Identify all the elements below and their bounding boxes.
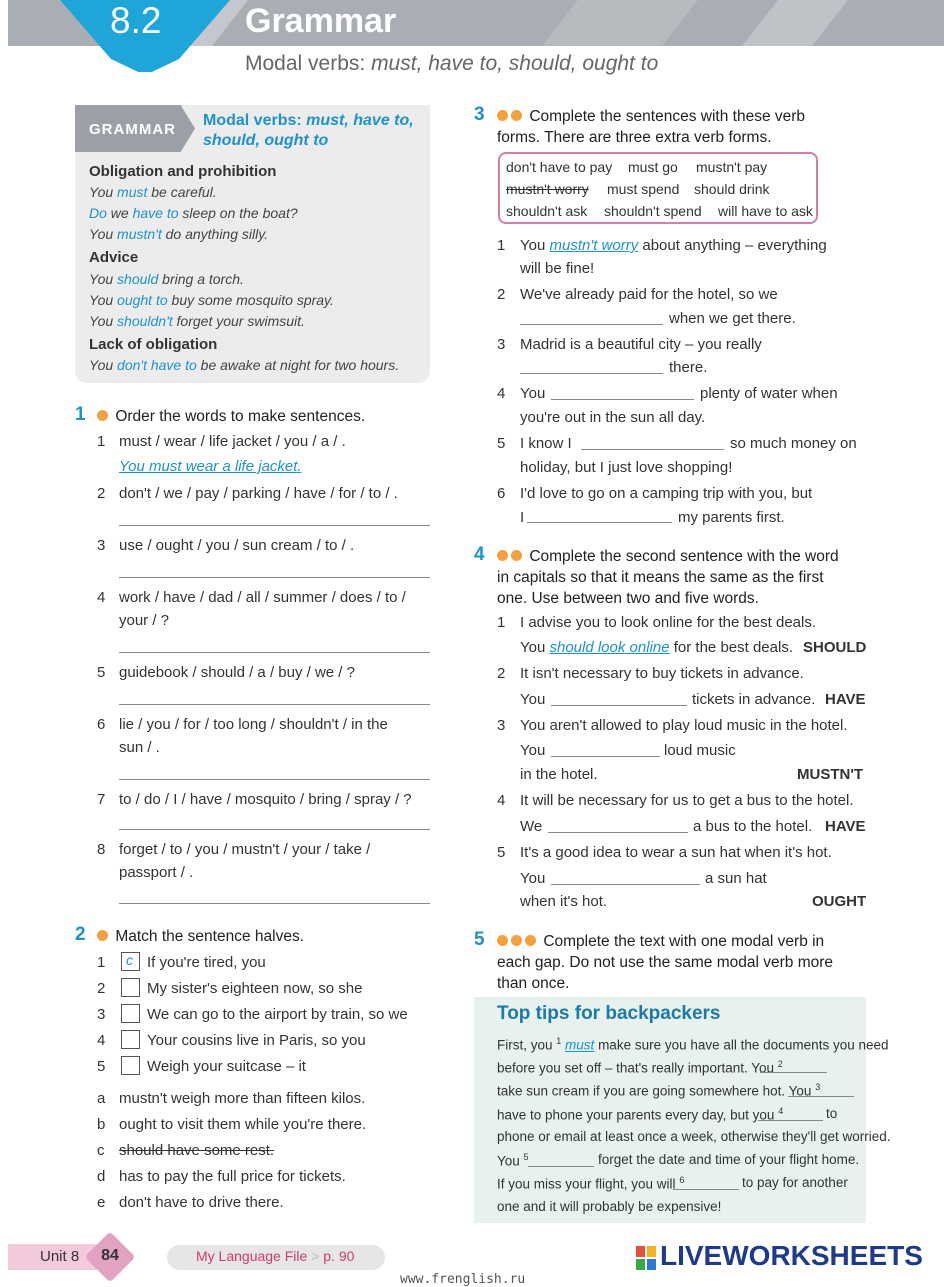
answer-line[interactable] [551, 705, 687, 706]
example-answer: You must wear a life jacket. [119, 458, 302, 475]
sentence-continued: there. [669, 359, 708, 376]
list-item-continued: passport / . [119, 864, 194, 881]
sentence: You aren't allowed to play loud music in the hotel. [520, 717, 848, 734]
word-option: don't have to pay [506, 159, 613, 175]
match-item-text: If you're tired, you [147, 954, 266, 971]
word-option: shouldn't spend [604, 203, 702, 219]
match-ending: d has to pay the full price for tickets. [97, 1168, 346, 1185]
grammar-heading: Obligation and prohibition [89, 163, 277, 180]
answer-line[interactable] [119, 903, 430, 904]
match-item: 2 [97, 980, 106, 997]
answer-line[interactable] [760, 1072, 827, 1073]
difficulty-dot [511, 550, 522, 561]
sentence-continued: when we get there. [669, 310, 796, 327]
capital-word: HAVE [825, 691, 866, 708]
sentence-continued: in the hotel. [520, 766, 598, 783]
tips-line: to [826, 1106, 838, 1121]
grammar-example: You don't have to be awake at night for two hours. [89, 357, 400, 373]
list-item: 7 to / do / I / have / mosquito / bring / spray / ? [97, 791, 412, 808]
list-item: 5 guidebook / should / a / buy / we / ? [97, 664, 355, 681]
sentence: tickets in advance. [692, 691, 816, 708]
capital-word: SHOULD [803, 639, 867, 656]
answer-line[interactable] [119, 779, 430, 780]
match-answer-box[interactable] [121, 978, 140, 997]
answer-line[interactable] [551, 399, 694, 400]
list-item-continued: your / ? [119, 612, 170, 629]
list-item: 5 [497, 435, 506, 452]
sentence: I advise you to look online for the best deals. [520, 614, 817, 631]
list-item: 1 [497, 237, 506, 254]
exercise-number: 2 [75, 924, 86, 945]
exercise-number: 3 [474, 104, 485, 125]
match-item-text: We can go to the airport by train, so we [147, 1006, 408, 1023]
sentence: I [520, 509, 525, 526]
sentence-continued: you're out in the sun all day. [520, 409, 706, 426]
match-answer-box[interactable]: c [121, 952, 140, 971]
exercise-instruction: Complete the sentences with these verb [497, 106, 805, 127]
sentence: You [520, 742, 546, 759]
word-option-used: mustn't worry [506, 181, 589, 197]
capital-word: OUGHT [812, 893, 867, 910]
match-answer-box[interactable] [121, 1004, 140, 1023]
match-item: 4 [97, 1032, 106, 1049]
tips-line: forget the date and time of your flight home. [598, 1152, 860, 1167]
exercise-instruction: each gap. Do not use the same modal verb more [497, 954, 834, 971]
list-item: 6 lie / you / for / too long / shouldn't / in the [97, 716, 388, 733]
grammar-title [203, 111, 423, 151]
match-ending: b ought to visit them while you're there. [97, 1116, 367, 1133]
grammar-title-verbs: must, have to, [306, 112, 414, 129]
sentence-continued: will be fine! [520, 260, 595, 277]
footer-unit: Unit 8 [40, 1248, 80, 1265]
sentence: It isn't necessary to buy tickets in advance. [520, 665, 804, 682]
page-subtitle [245, 52, 658, 76]
match-answer-box[interactable] [121, 1030, 140, 1049]
page-title: Grammar [245, 2, 397, 40]
answer-line[interactable] [551, 884, 700, 885]
sentence: You [520, 870, 546, 887]
exercise-instruction: Match the sentence halves. [97, 926, 304, 947]
answer-line[interactable] [758, 1120, 823, 1121]
exercise-number: 1 [75, 404, 86, 425]
match-answer-box[interactable] [121, 1056, 140, 1075]
liveworksheets-logo-icon [636, 1246, 656, 1270]
sentence: We [520, 818, 543, 835]
word-option: mustn't pay [696, 159, 768, 175]
match-item: 3 [97, 1006, 106, 1023]
exercise-instruction: in capitals so that it means the same as the first [497, 569, 824, 586]
grammar-tab-label: GRAMMAR [89, 121, 176, 138]
list-item: 5 [497, 844, 506, 861]
match-ending: a mustn't weigh more than fifteen kilos. [97, 1090, 366, 1107]
exercise-instruction: Complete the second sentence with the word [497, 546, 839, 567]
match-item-text: Your cousins live in Paris, so you [147, 1032, 366, 1049]
exercise-number: 5 [474, 929, 485, 950]
match-item-text: My sister's eighteen now, so she [147, 980, 363, 997]
answer-line[interactable] [788, 1096, 854, 1097]
sentence: Madrid is a beautiful city – you really [520, 336, 762, 353]
liveworksheets-brand: LIVEWORKSHEETS [660, 1240, 923, 1271]
list-item: 4 [497, 792, 506, 809]
list-item: 1 must / wear / life jacket / you / a / . [97, 433, 346, 450]
grammar-example: You ought to buy some mosquito spray. [89, 292, 334, 308]
answer-line[interactable] [520, 324, 663, 325]
answer-line[interactable] [673, 1189, 739, 1190]
answer-line[interactable] [119, 652, 430, 653]
tips-line: First, you $^1$ must make sure you have all the documents you need [497, 1036, 889, 1053]
list-item-continued: sun / . [119, 739, 160, 756]
sentence: loud music [664, 742, 736, 759]
list-item: 4 [497, 385, 506, 402]
answer-line[interactable] [119, 829, 430, 830]
difficulty-dot [97, 410, 108, 421]
exercise-instruction: Complete the text with one modal verb in [497, 931, 824, 952]
sentence: We've already paid for the hotel, so we [520, 286, 778, 303]
sentence: It's a good idea to wear a sun hat when it's hot. [520, 844, 832, 861]
site-url: www.frenglish.ru [400, 1272, 526, 1287]
tips-line: If you miss your flight, you will $^6$ [497, 1175, 685, 1192]
sentence-continued: holiday, but I just love shopping! [520, 459, 733, 476]
grammar-example: You shouldn't forget your swimsuit. [89, 313, 305, 329]
grammar-example: You should bring a torch. [89, 271, 244, 287]
answer-line[interactable] [548, 832, 688, 833]
sentence: so much money on [730, 435, 857, 452]
exercise-instruction: Order the words to make sentences. [97, 406, 365, 427]
grammar-title-prefix: Modal verbs: [203, 112, 307, 129]
subtitle-verbs: must, have to, should, ought to [371, 52, 659, 75]
tips-line: before you set off – that's really important. You $^2$ [497, 1059, 783, 1076]
difficulty-dot [497, 110, 508, 121]
sentence: a sun hat [705, 870, 767, 887]
sentence: You should look online for the best deals. [520, 639, 793, 656]
sentence-continued: when it's hot. [520, 893, 608, 910]
tips-line: to pay for another [742, 1175, 848, 1190]
answer-line[interactable] [581, 449, 724, 450]
answer-line[interactable] [527, 522, 672, 523]
tips-line: phone or email at least once a week, otherwise they'll get worried. [497, 1129, 891, 1144]
difficulty-dot [511, 935, 522, 946]
page-number: 84 [101, 1247, 119, 1264]
list-item: 2 [497, 286, 506, 303]
grammar-example: You mustn't do anything silly. [89, 226, 269, 242]
grammar-example: Do we have to sleep on the boat? [89, 205, 298, 221]
answer-line[interactable] [119, 577, 430, 578]
list-item: 4 work / have / dad / all / summer / does / to / [97, 589, 406, 606]
answer-line[interactable] [520, 373, 663, 374]
tips-line: have to phone your parents every day, but you $^4$ [497, 1106, 784, 1123]
list-item: 6 [497, 485, 506, 502]
difficulty-dot [97, 930, 108, 941]
subtitle-prefix: Modal verbs: [245, 52, 372, 75]
sentence: You mustn't worry about anything – everything [520, 237, 827, 254]
word-option: should drink [694, 181, 770, 197]
list-item: 1 [497, 614, 506, 631]
tips-line: take sun cream if you are going somewhere hot. You $^3$ [497, 1082, 821, 1099]
language-file-link[interactable]: My Language File > p. 90 [196, 1248, 355, 1264]
word-option: must go [628, 159, 678, 175]
match-item: 5 [97, 1058, 106, 1075]
list-item: 3 [497, 336, 506, 353]
exercise-instruction: than once. [497, 975, 570, 992]
sentence: You [520, 385, 546, 402]
answer-line[interactable] [551, 756, 660, 757]
match-ending: c should have some rest. [97, 1142, 275, 1159]
sentence: a bus to the hotel. [693, 818, 813, 835]
capital-word: MUSTN'T [797, 766, 864, 783]
unit-number: 8.2 [110, 0, 162, 41]
answer-line[interactable] [119, 704, 430, 705]
sentence: I'd love to go on a camping trip with you, but [520, 485, 813, 502]
match-item: 1 [97, 954, 106, 971]
sentence-continued: my parents first. [678, 509, 785, 526]
list-item: 3 [497, 717, 506, 734]
sentence: I know I [520, 435, 572, 452]
exercise-instruction: forms. There are three extra verb forms. [497, 129, 772, 146]
difficulty-dot [497, 550, 508, 561]
grammar-example: You must be careful. [89, 184, 217, 200]
grammar-heading: Lack of obligation [89, 336, 218, 353]
answer-line[interactable] [528, 1166, 594, 1167]
list-item: 3 use / ought / you / sun cream / to / . [97, 537, 355, 554]
sentence: It will be necessary for us to get a bus to the hotel. [520, 792, 854, 809]
difficulty-dot [525, 935, 536, 946]
word-option: will have to ask [718, 203, 813, 219]
word-option: shouldn't ask [506, 203, 588, 219]
match-ending: e don't have to drive there. [97, 1194, 284, 1211]
list-item: 2 don't / we / pay / parking / have / for / to / . [97, 485, 398, 502]
list-item: 8 forget / to / you / mustn't / your / take / [97, 841, 371, 858]
sentence: plenty of water when [700, 385, 838, 402]
sentence: You [520, 691, 546, 708]
difficulty-dot [497, 935, 508, 946]
difficulty-dot [511, 110, 522, 121]
answer-line[interactable] [119, 525, 430, 526]
grammar-heading: Advice [89, 249, 139, 266]
exercise-instruction: one. Use between two and five words. [497, 590, 759, 607]
capital-word: HAVE [825, 818, 866, 835]
tips-line: one and it will probably be expensive! [497, 1199, 722, 1214]
tips-title: Top tips for backpackers [497, 1003, 721, 1024]
grammar-title-verbs: should, ought to [203, 132, 329, 149]
tips-line: You $^5$ [497, 1152, 529, 1169]
word-option: must spend [607, 181, 680, 197]
list-item: 2 [497, 665, 506, 682]
exercise-number: 4 [474, 544, 485, 565]
match-item-text: Weigh your suitcase – it [147, 1058, 306, 1075]
